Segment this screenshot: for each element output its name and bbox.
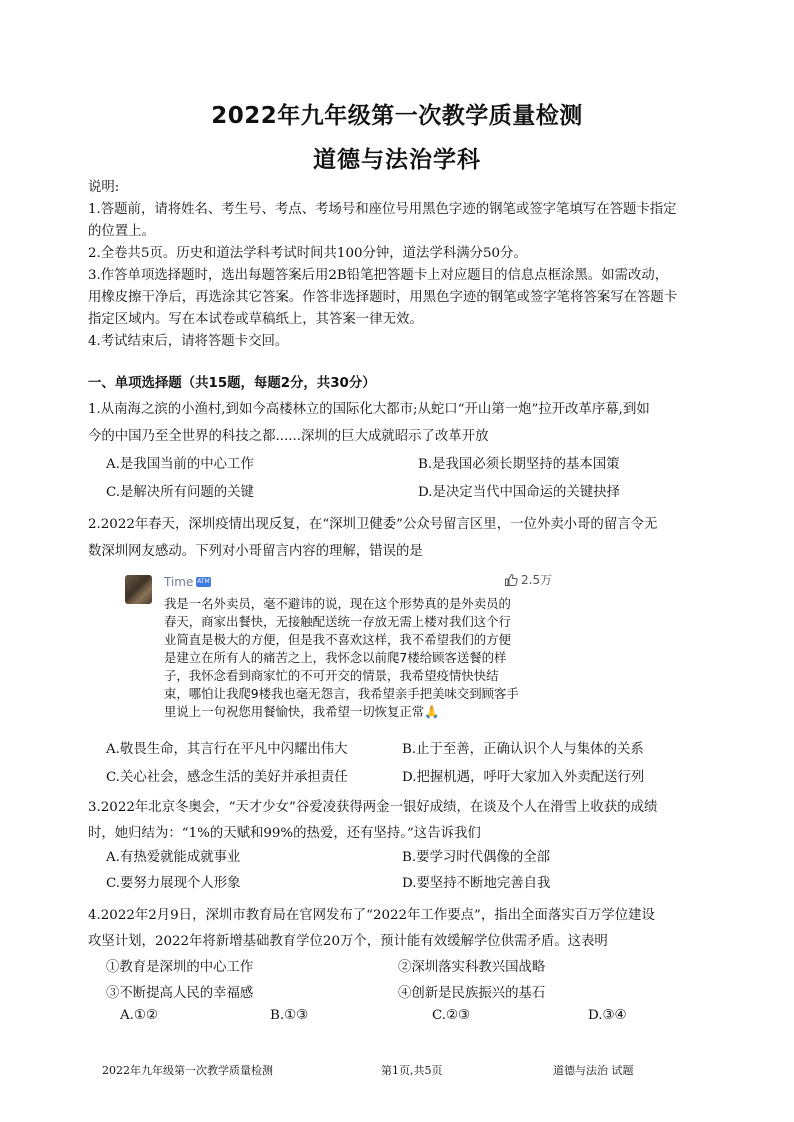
instruction-line: 2.全卷共5页。历史和道法学科考试时间共100分钟，道法学科满分50分。 (88, 246, 527, 261)
option-d: D.是决定当代中国命运的关键抉择 (418, 485, 620, 500)
thumbs-up-icon (504, 573, 518, 587)
option-b: B.要学习时代偶像的全部 (402, 850, 551, 865)
option-b: B.①③ (270, 1008, 309, 1023)
comment-line: 业简直是极大的方便，但是我不喜欢这样，我不希望我们的方便 (164, 632, 511, 647)
exam-subtitle: 道德与法治学科 (313, 147, 481, 173)
user-badge: ATM (197, 578, 210, 585)
question-stem: 数深圳网友感动。下列对小哥留言内容的理解，错误的是 (88, 544, 423, 559)
instruction-line: 用橡皮擦干净后，再选涂其它答案。作答非选择题时，用黑色字迹的钢笔或签字笔将答案写在答题卡 (88, 290, 678, 305)
footer-left: 2022年九年级第一次教学质量检测 (102, 1064, 273, 1077)
question-stem: 2.2022年春天，深圳疫情出现反复，在“深圳卫健委”公众号留言区里，一位外卖小哥的留言令无 (88, 517, 658, 532)
question-stem: 今的中国乃至全世界的科技之都......深圳的巨大成就昭示了改革开放 (88, 429, 489, 444)
option-a: A.是我国当前的中心工作 (106, 457, 254, 472)
instruction-line: 指定区域内。写在本试卷或草稿纸上，其答案一律无效。 (88, 312, 423, 327)
comment-line: 子，我怀念看到商家忙的不可开交的情景，我希望疫情快快结 (164, 668, 499, 683)
statement-3: ③不断提高人民的幸福感 (106, 986, 254, 1001)
instruction-line: 的位置上。 (88, 224, 155, 239)
option-c: C.②③ (432, 1008, 471, 1023)
option-d: D.把握机遇，呼吁大家加入外卖配送行列 (402, 770, 645, 785)
comment-line: 里说上一句祝您用餐愉快，我希望一切恢复正常🙏 (164, 704, 440, 719)
statement-2: ②深圳落实科教兴国战略 (398, 960, 546, 975)
section-heading: 一、单项选择题（共15题，每题2分，共30分） (88, 376, 376, 391)
question-stem: 4.2022年2月9日，深圳市教育局在官网发布了“2022年工作要点”，指出全面落实百万学位建设 (88, 908, 655, 923)
statement-1: ①教育是深圳的中心工作 (106, 960, 254, 975)
page-number: 第1页,共5页 (381, 1064, 443, 1077)
option-a: A.敬畏生命，其言行在平凡中闪耀出伟大 (106, 742, 348, 757)
option-d: D.③④ (588, 1008, 627, 1023)
exam-title: 2022年九年级第一次教学质量检测 (211, 103, 583, 129)
question-stem: 时，她归结为：“1%的天赋和99%的热爱，还有坚持。”这告诉我们 (88, 826, 481, 841)
question-stem: 攻坚计划，2022年将新增基础教育学位20万个，预计能有效缓解学位供需矛盾。这表明 (88, 934, 608, 949)
option-a: A.①② (120, 1008, 158, 1023)
footer-right: 道德与法治 试题 (553, 1064, 634, 1077)
question-stem: 1.从南海之滨的小渔村,到如今高楼林立的国际化大都市;从蛇口“开山第一炮”拉开改革序幕,到如 (88, 402, 650, 417)
instruction-line: 1.答题前，请将姓名、考生号、考点、考场号和座位号用黑色字迹的钢笔或签字笔填写在答题卡指定 (88, 202, 677, 217)
comment-line: 是建立在所有人的痛苦之上，我怀念以前爬7楼给顾客送餐的样 (164, 650, 507, 665)
question-stem: 3.2022年北京冬奥会，“天才少女”谷爱凌获得两金一银好成绩，在谈及个人在滑雪上收获的成绩 (88, 800, 658, 815)
comment-line: 春天，商家出餐快，无接触配送统一存放无需上楼对我们这个行 (164, 614, 511, 629)
statement-4: ④创新是民族振兴的基石 (398, 986, 546, 1001)
option-d: D.要坚持不断地完善自我 (402, 876, 551, 891)
like-count-text: 2.5万 (521, 573, 553, 587)
option-c: C.要努力展现个人形象 (106, 876, 241, 891)
avatar (125, 575, 152, 604)
like-count (504, 571, 552, 588)
option-a: A.有热爱就能成就事业 (106, 850, 241, 865)
option-c: C.关心社会，感念生活的美好并承担责任 (106, 770, 348, 785)
comment-line: 我是一名外卖员，毫不避讳的说，现在这个形势真的是外卖员的 (164, 596, 511, 611)
comment-card (116, 568, 560, 718)
instructions-heading: 说明: (88, 180, 120, 195)
option-b: B.是我国必须长期坚持的基本国策 (418, 457, 620, 472)
instruction-line: 3.作答单项选择题时，选出每题答案后用2B铅笔把答题卡上对应题目的信息点框涂黑。如需改动， (88, 268, 669, 283)
option-b: B.止于至善，正确认识个人与集体的关系 (402, 742, 644, 757)
instruction-line: 4.考试结束后，请将答题卡交回。 (88, 334, 289, 349)
comment-line: 束，哪怕让我爬9楼我也毫无怨言，我希望亲手把美味交到顾客手 (164, 686, 519, 701)
comment-username: Time (164, 575, 194, 589)
option-c: C.是解决所有问题的关键 (106, 485, 254, 500)
